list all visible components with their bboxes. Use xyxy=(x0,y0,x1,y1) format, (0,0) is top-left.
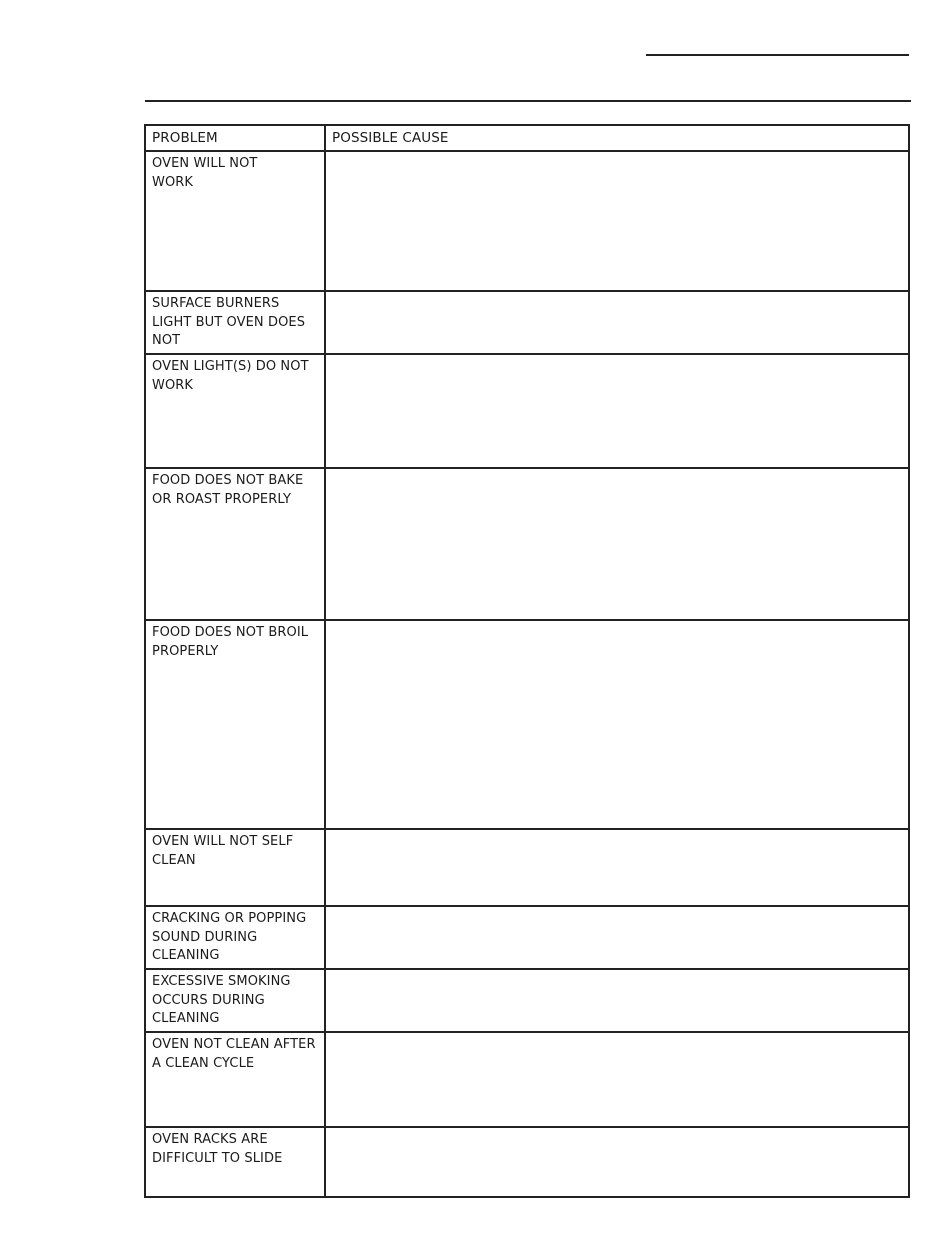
problem-cell xyxy=(145,1032,325,1127)
cause-cell xyxy=(325,468,909,620)
table-row xyxy=(145,151,909,291)
problem-cell xyxy=(145,354,325,468)
cause-cell xyxy=(325,906,909,969)
table-row xyxy=(145,1032,909,1127)
problem-column-header: PROBLEM xyxy=(145,125,325,151)
header-rule-long xyxy=(145,100,911,102)
table-row xyxy=(145,468,909,620)
cause-cell xyxy=(325,354,909,468)
table-row xyxy=(145,620,909,829)
cause-cell xyxy=(325,151,909,291)
table-row xyxy=(145,829,909,906)
cause-cell xyxy=(325,291,909,354)
table-row xyxy=(145,906,909,969)
problem-label: CRACKING OR POPPING SOUND DURING CLEANING xyxy=(152,911,307,963)
problem-cell xyxy=(145,829,325,906)
problem-cell xyxy=(145,620,325,829)
cause-cell xyxy=(325,620,909,829)
problem-cell xyxy=(145,906,325,969)
problem-cell xyxy=(145,151,325,291)
table-row xyxy=(145,291,909,354)
problem-label: EXCESSIVE SMOKING OCCURS DURING CLEANING xyxy=(152,974,291,1026)
problem-cell xyxy=(145,969,325,1032)
troubleshooting-table xyxy=(144,124,910,1198)
problem-label: SURFACE BURNERS LIGHT BUT OVEN DOES NOT xyxy=(152,296,306,348)
cause-column-header: POSSIBLE CAUSE xyxy=(325,125,909,151)
problem-label: OVEN WILL NOT WORK xyxy=(152,156,258,190)
problem-label: OVEN NOT CLEAN AFTER A CLEAN CYCLE xyxy=(152,1037,316,1071)
table-row xyxy=(145,354,909,468)
table-row xyxy=(145,1127,909,1197)
problem-cell xyxy=(145,468,325,620)
cause-cell xyxy=(325,1032,909,1127)
problem-cell xyxy=(145,1127,325,1197)
cause-cell xyxy=(325,969,909,1032)
cause-cell xyxy=(325,829,909,906)
problem-label: FOOD DOES NOT BROIL PROPERLY xyxy=(152,625,309,659)
header-rule-short xyxy=(646,54,909,56)
problem-cell xyxy=(145,291,325,354)
problem-label: OVEN LIGHT(S) DO NOT WORK xyxy=(152,359,309,393)
table-header-row xyxy=(145,125,909,151)
cause-cell xyxy=(325,1127,909,1197)
problem-label: OVEN WILL NOT SELF CLEAN xyxy=(152,834,294,868)
problem-label: OVEN RACKS ARE DIFFICULT TO SLIDE xyxy=(152,1132,283,1166)
table-row xyxy=(145,969,909,1032)
problem-label: FOOD DOES NOT BAKE OR ROAST PROPERLY xyxy=(152,473,304,507)
